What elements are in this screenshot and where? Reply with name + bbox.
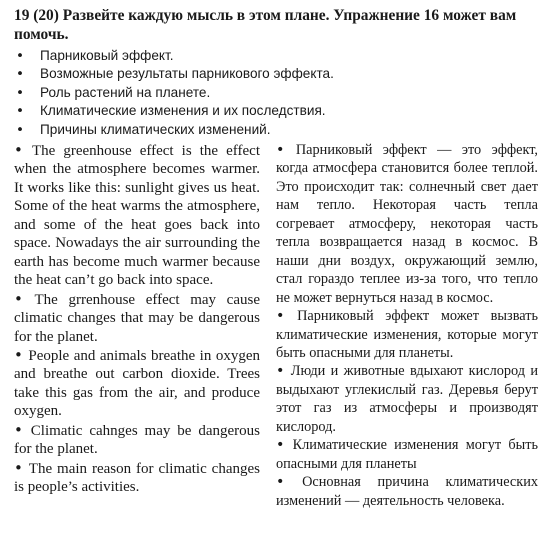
bullet-icon: • — [276, 363, 291, 380]
plan-list — [14, 47, 538, 139]
english-paragraph: • People and animals breathe in oxygen and breathe out carbon dioxide. Trees take this gas from the air, and produce oxygen. — [14, 346, 260, 420]
bullet-icon: • — [276, 437, 293, 454]
task-header — [14, 6, 538, 44]
english-paragraph: • The main reason for climatic changes is people’s activities. — [14, 458, 260, 496]
bullet-icon: • — [276, 142, 296, 159]
russian-paragraph: • Парниковый эффект может вызвать климатические изменения, которые могут быть опасными для планеты. — [276, 308, 538, 362]
english-paragraph: • Climatic cahnges may be dangerous for the planet. — [14, 420, 260, 458]
bullet-icon: • — [276, 308, 298, 325]
russian-paragraph: • Основная причина климатических изменений — деятельность человека. — [276, 474, 538, 509]
plan-item: • Климатические изменения и их последствия. — [14, 102, 538, 120]
bullet-icon: • — [276, 474, 303, 491]
plan-item: • Возможные результаты парникового эффекта. — [14, 65, 538, 83]
bullet-icon: • — [14, 420, 31, 439]
english-paragraph: • The grrenhouse effect may cause climatic changes that may be dangerous for the planet. — [14, 289, 260, 345]
english-column — [14, 141, 260, 510]
russian-paragraph: • Парниковый эффект — это эффект, когда атмосфера становится более теплой. Это происходит так: солнечный свет дает нам тепло. Некоторая часть тепла согревает атмосферу, некоторая часть тепла возвращается назад в космос. В наши дни воздух, окружающий землю, стал гораздо теплее из-за того, что тепло не может вернуться назад в космос. — [276, 142, 538, 306]
answer-columns — [14, 141, 538, 510]
russian-column — [276, 141, 538, 510]
bullet-icon: • — [14, 289, 35, 308]
plan-item: • Роль растений на планете. — [14, 84, 538, 102]
bullet-icon: • — [14, 458, 29, 477]
english-paragraph: • The greenhouse effect is the effect when the atmosphere becomes warmer. It works like this: sunlight gives us heat. Some of the heat warms the atmosphere, and some of the heat goes back into space. Nowadays the air surrounding the earth has become much warmer because the heat can’t go back into space. — [14, 141, 260, 289]
plan-item: • Причины климатических изменений. — [14, 121, 538, 139]
plan-item: • Парниковый эффект. — [14, 47, 538, 65]
bullet-icon: • — [14, 141, 32, 160]
russian-paragraph: • Люди и животные вдыхают кислород и выдыхают углекислый газ. Деревья берут этот газ из атмосферы и производят кислород. — [276, 363, 538, 435]
russian-paragraph: • Климатические изменения могут быть опасными для планеты — [276, 437, 538, 472]
task-instruction: Развейте каждую мысль в этом плане. Упражнение 16 может вам помочь. — [14, 7, 517, 43]
bullet-icon: • — [14, 346, 29, 365]
task-number: 19 (20) — [14, 7, 59, 24]
